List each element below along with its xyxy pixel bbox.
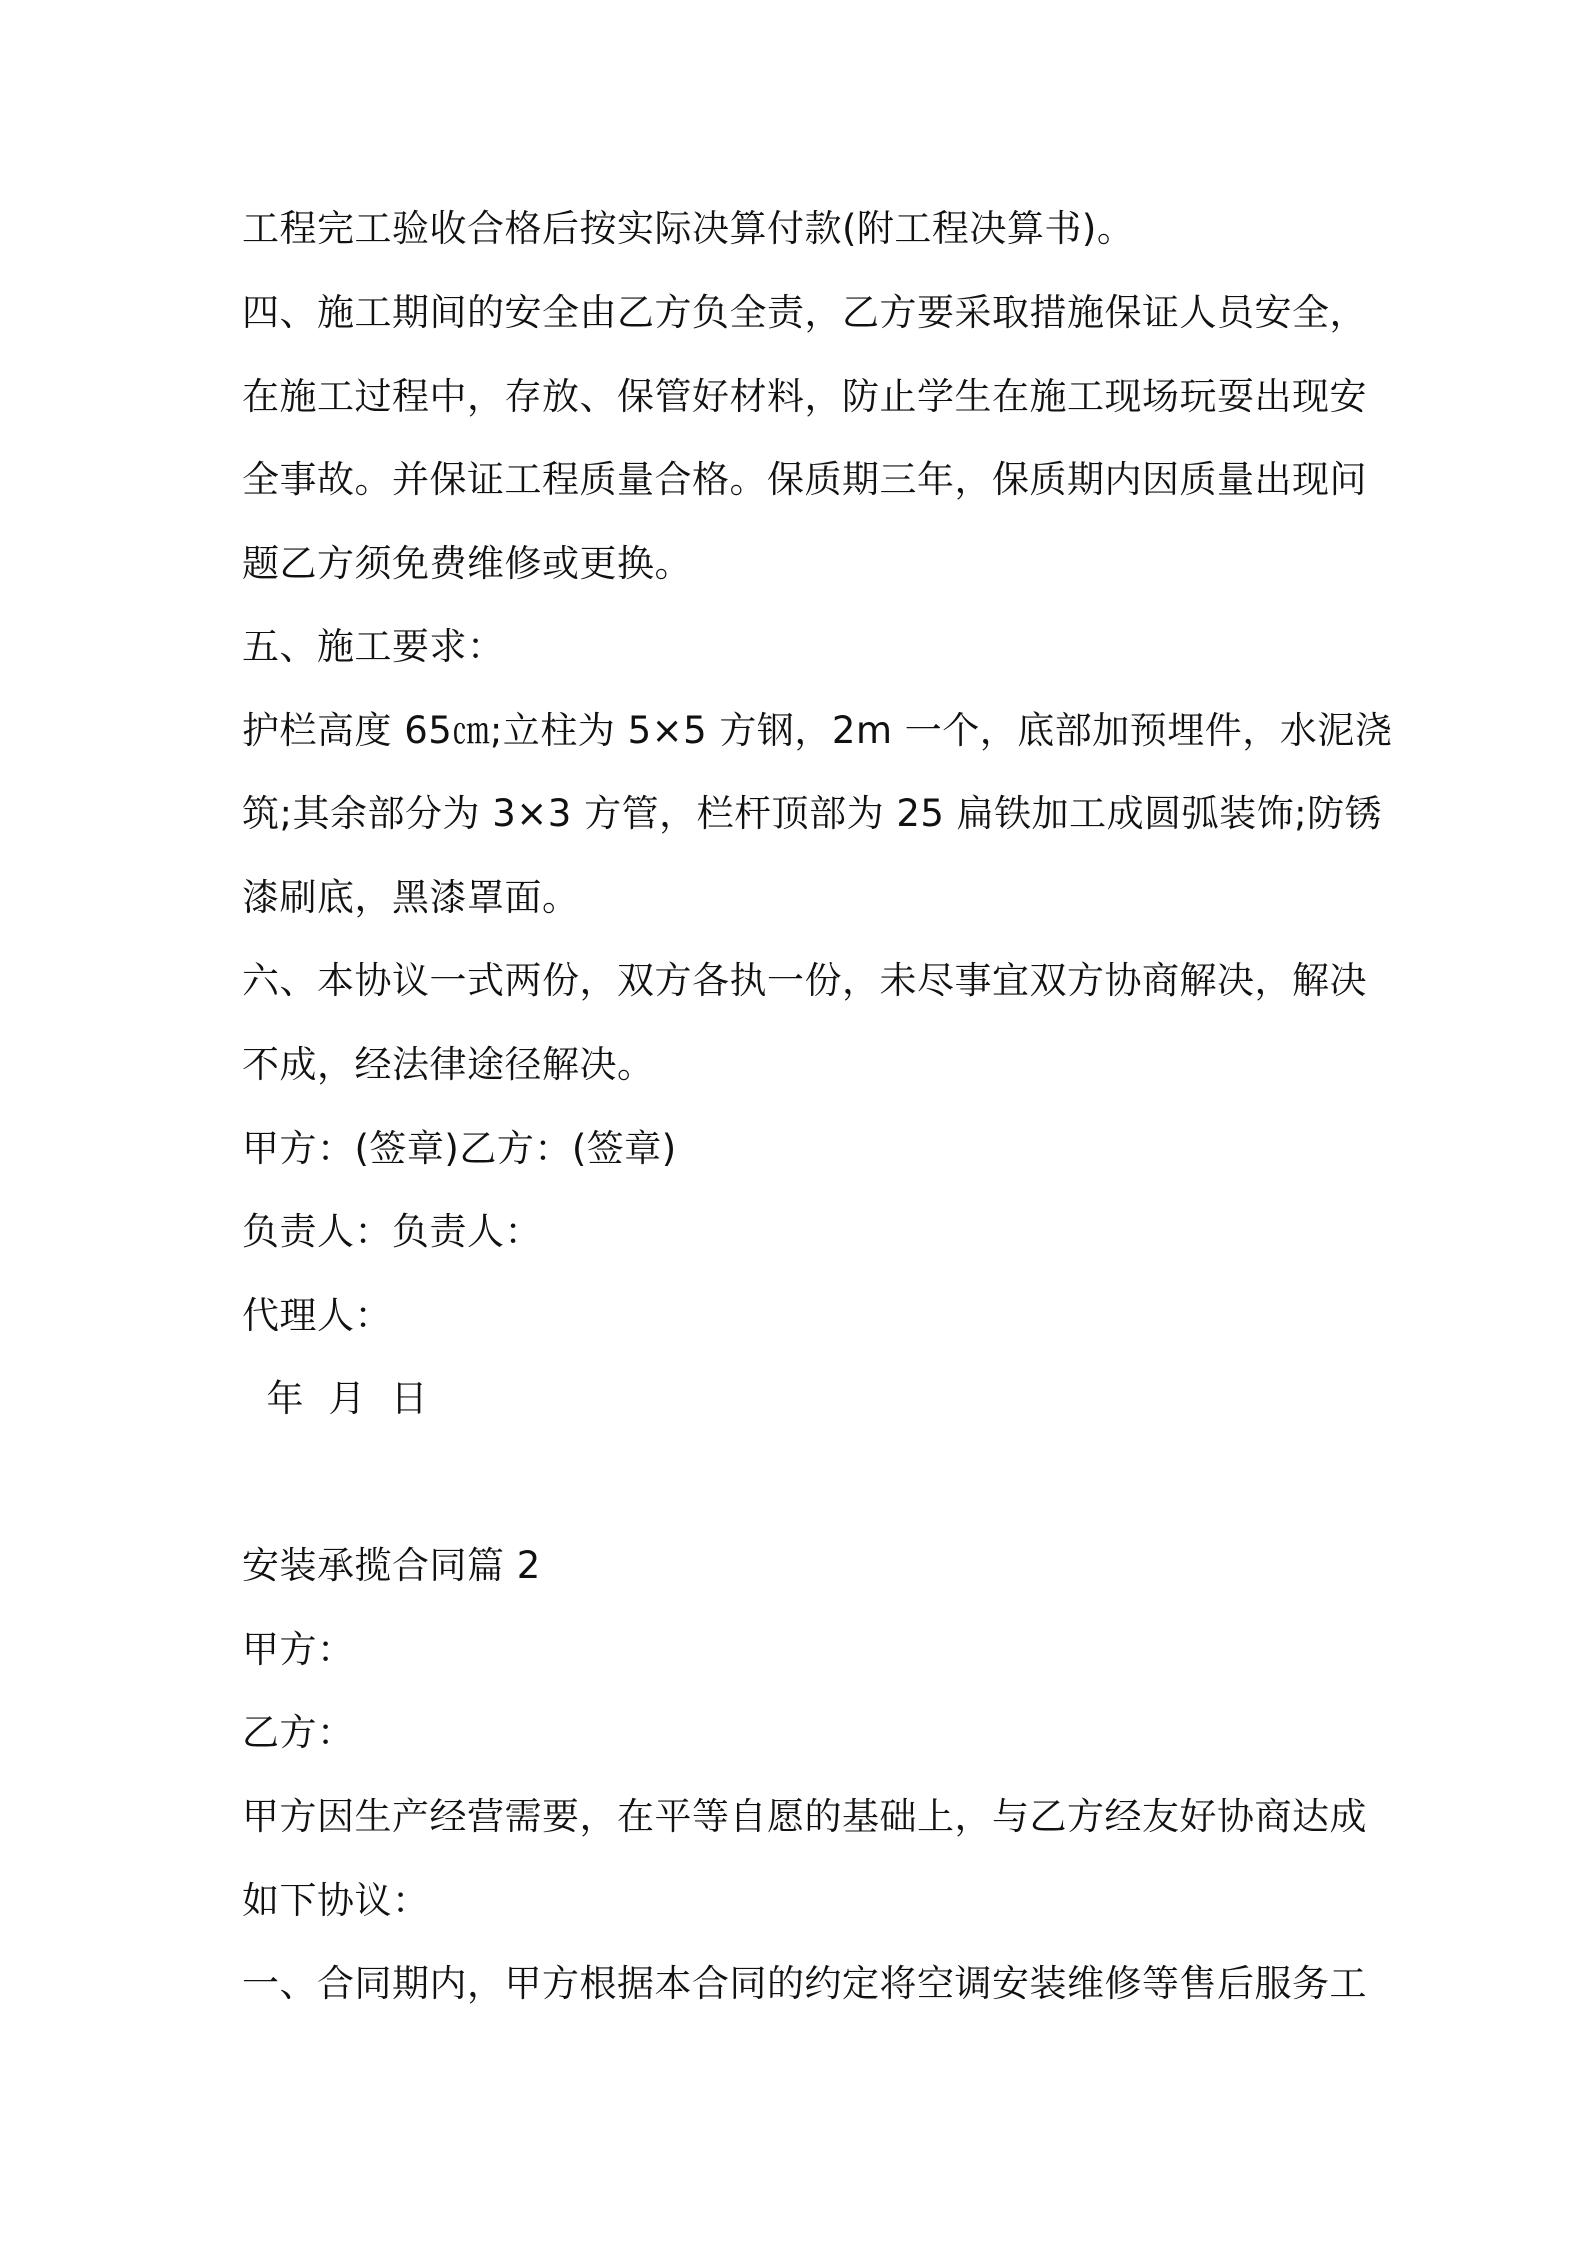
text-line-17: 甲方：	[242, 1628, 355, 1671]
text-line-8: 筑;其余部分为 3×3 方管，栏杆顶部为 25 扁铁加工成圆弧装饰;防锈	[242, 792, 1383, 835]
text-line-1: 工程完工验收合格后按实际决算付款(附工程决算书)。	[242, 207, 1135, 250]
text-line-9: 漆刷底，黑漆罩面。	[242, 876, 580, 919]
text-line-21: 一、合同期内，甲方根据本合同的约定将空调安装维修等售后服务工	[242, 1962, 1367, 2005]
text-line-11: 不成，经法律途径解决。	[242, 1043, 655, 1086]
text-line-2: 四、施工期间的安全由乙方负全责，乙方要采取措施保证人员安全，	[242, 291, 1367, 334]
text-line-18: 乙方：	[242, 1711, 355, 1754]
text-line-20: 如下协议：	[242, 1879, 430, 1922]
text-line-4: 全事故。并保证工程质量合格。保质期三年，保质期内因质量出现问	[242, 458, 1367, 501]
text-line-10: 六、本协议一式两份，双方各执一份，未尽事宜双方协商解决，解决	[242, 959, 1367, 1002]
section-title: 安装承揽合同篇 2	[242, 1544, 541, 1587]
text-line-5: 题乙方须免费维修或更换。	[242, 542, 692, 585]
text-line-7: 护栏高度 65㎝;立柱为 5×5 方钢，2m 一个，底部加预埋件，水泥浇	[242, 709, 1393, 752]
text-line-12: 甲方：(签章)乙方：(签章)	[242, 1127, 677, 1170]
text-line-6: 五、施工要求：	[242, 625, 505, 668]
text-line-14: 代理人：	[242, 1294, 392, 1337]
text-line-19: 甲方因生产经营需要，在平等自愿的基础上，与乙方经友好协商达成	[242, 1795, 1367, 1838]
text-line-3: 在施工过程中，存放、保管好材料，防止学生在施工现场玩耍出现安	[242, 375, 1367, 418]
text-line-15-date: 年 月 日	[242, 1377, 429, 1420]
text-line-13: 负责人：负责人：	[242, 1210, 542, 1253]
